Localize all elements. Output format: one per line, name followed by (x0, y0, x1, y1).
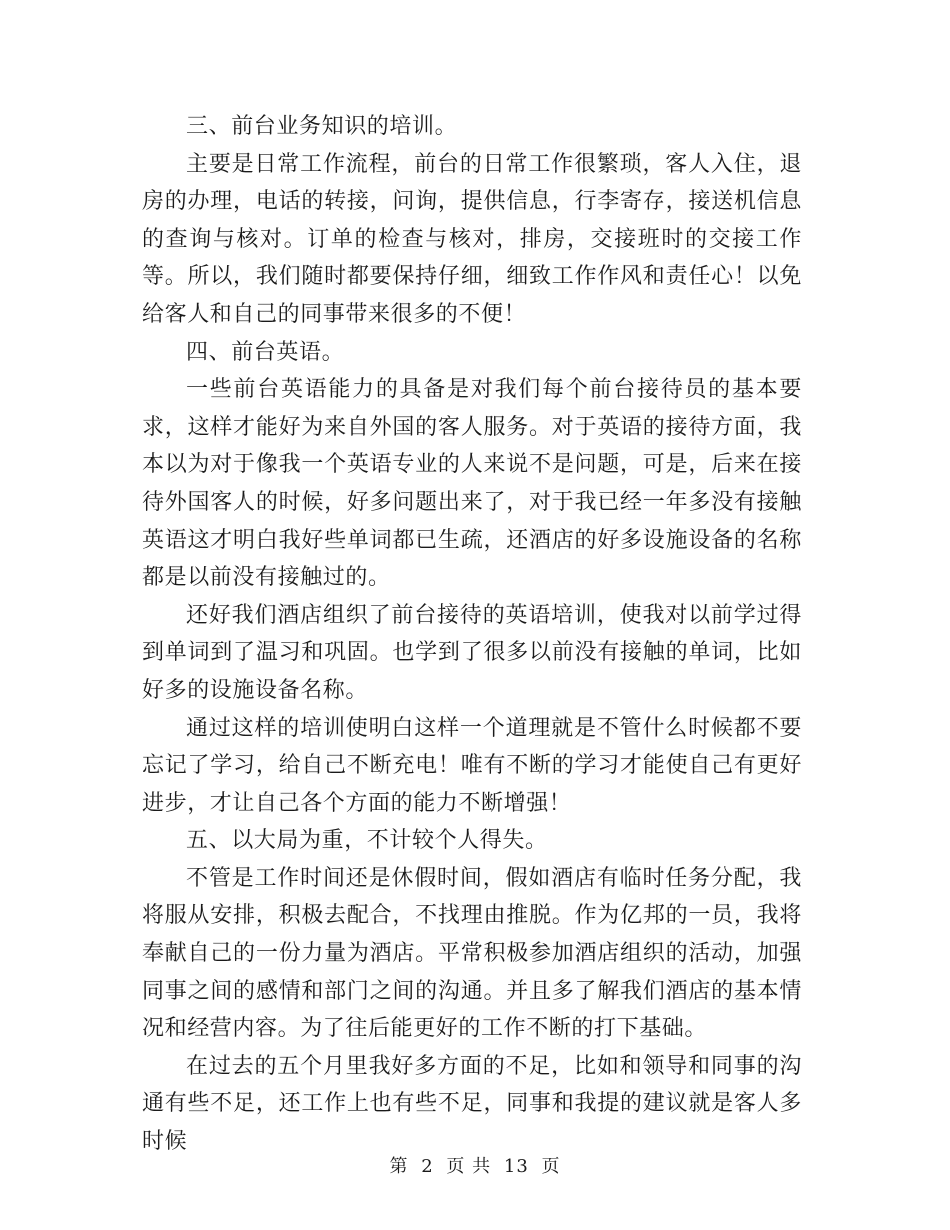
paragraph: 主要是日常工作流程，前台的日常工作很繁琐，客人入住，退房的办理，电话的转接，问询，提供信息，行李寄存，接送机信息的查询与核对。订单的检查与核对，排房，交接班时的交接工作等。所以，我们随时都要保持仔细，细致工作作风和责任心！以免给客人和自己的同事带来很多的不便！ (142, 151, 802, 327)
paragraph: 通过这样的培训使明白这样一个道理就是不管什么时候都不要忘记了学习，给自己不断充电！唯有不断的学习才能使自己有更好进步，才让自己各个方面的能力不断增强！ (142, 715, 802, 816)
total-page-count: 13 (503, 1156, 529, 1177)
footer-suffix: 页 (541, 1156, 561, 1177)
footer-middle: 页 共 (446, 1156, 492, 1177)
paragraph: 在过去的五个月里我好多方面的不足，比如和领导和同事的沟通有些不足，还工作上也有些不足，同事和我提的建议就是客人多时候 (142, 1053, 802, 1155)
page-footer (0, 1152, 950, 1178)
section-heading-4: 四、前台英语。 (186, 339, 345, 365)
current-page-number: 2 (421, 1156, 434, 1177)
paragraph: 不管是工作时间还是休假时间，假如酒店有临时任务分配，我将服从安排，积极去配合，不找理由推脱。作为亿邦的一员，我将奉献自己的一份力量为酒店。平常积极参加酒店组织的活动，加强同事之间的感情和部门之间的沟通。并且多了解我们酒店的基本情况和经营内容。为了往后能更好的工作不断的打下基础。 (142, 865, 802, 1042)
paragraph: 一些前台英语能力的具备是对我们每个前台接待员的基本要求，这样才能好为来自外国的客人服务。对于英语的接待方面，我本以为对于像我一个英语专业的人来说不是问题，可是，后来在接待外国客人的时候，好多问题出来了，对于我已经一年多没有接触英语这才明白我好些单词都已生疏，还酒店的好多设施设备的名称都是以前没有接触过的。 (142, 377, 802, 591)
footer-prefix: 第 (389, 1156, 409, 1177)
paragraph: 还好我们酒店组织了前台接待的英语培训，使我对以前学过得到单词到了温习和巩固。也学到了很多以前没有接触的单词，比如好多的设施设备名称。 (142, 602, 802, 703)
section-heading-3: 三、前台业务知识的培训。 (186, 114, 458, 139)
section-heading-5: 五、以大局为重，不计较个人得失。 (186, 828, 548, 854)
document-body (142, 108, 802, 1161)
